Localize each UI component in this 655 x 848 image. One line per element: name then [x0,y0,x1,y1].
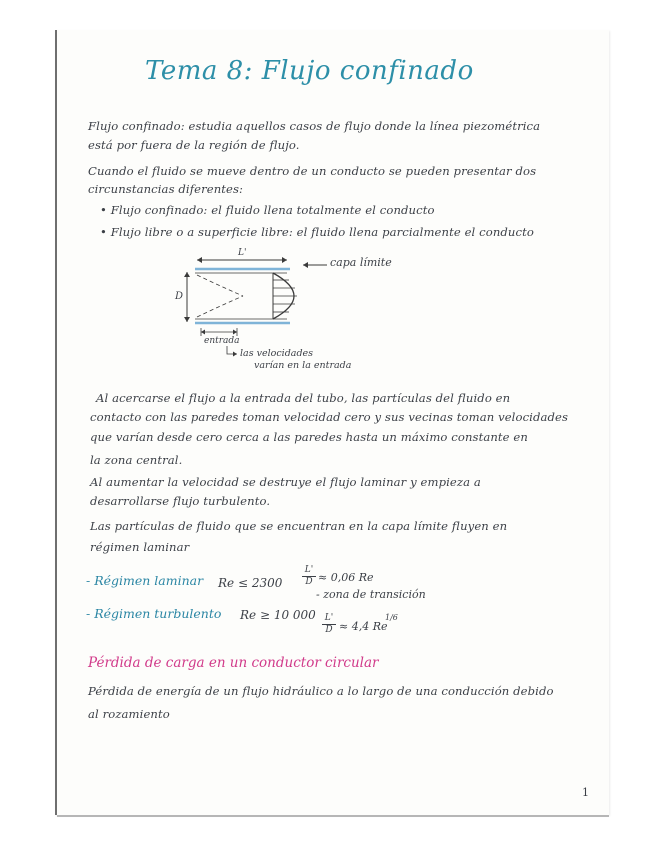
intro-line-4: circunstancias diferentes: [88,182,244,196]
label-velocidades-1: las velocidades [240,348,314,359]
laminar-fraction: L' D [302,566,316,587]
regimen-turbulento-re: Re ≥ 10 000 [240,608,316,622]
section-line-1: Pérdida de energía de un flujo hidráulico a lo largo de una conducción debido [88,684,554,698]
zona-transicion: - zona de transición [316,588,426,601]
para2-line-4: la zona central. [90,453,183,467]
label-entrada: entrada [204,336,240,346]
para2-line-2: contacto con las paredes toman velocidad cero y sus vecinas toman velocidades [90,410,569,424]
section-line-2: al rozamiento [88,707,170,721]
boundary-layer-top [197,275,243,296]
intro-line-3: Cuando el fluido se mueve dentro de un conducto se pueden presentar dos [88,164,537,178]
turbulento-fraction: L' D [322,614,336,635]
para2-line-3: que varían desde cero cerca a las paredes hasta un máximo constante en [90,430,528,444]
para2-line-8: régimen laminar [90,540,190,554]
intro-line-2: está por fuera de la región de flujo. [88,138,300,152]
intro-line-1: Flujo confinado: estudia aquellos casos de flujo donde la línea piezométrica [88,119,541,133]
label-L-prime: L' [238,248,247,258]
turbulento-formula: ≈ 4,4 Re [339,620,388,633]
label-capa-limite: capa límite [330,256,392,269]
regimen-turbulento-label: - Régimen turbulento [86,606,222,621]
laminar-formula: ≈ 0,06 Re [318,571,374,584]
section-heading-perdida-de-carga: Pérdida de carga en un conductor circular [88,655,379,671]
bullet-flujo-libre: • Flujo libre o a superficie libre: el fluido llena parcialmente el conducto [100,225,534,239]
length-arrow-right [282,257,287,263]
regimen-laminar-label: - Régimen laminar [86,573,204,588]
boundary-layer-bottom [197,296,243,317]
label-D: D [175,291,184,302]
label-velocidades-2: varían en la entrada [254,360,352,371]
para2-line-5: Al aumentar la velocidad se destruye el flujo laminar y empieza a [90,475,481,489]
page-number: 1 [582,786,589,799]
para2-line-7: Las partículas de fluido que se encuentran en la capa límite fluyen en [90,519,508,533]
length-arrow-left [197,257,202,263]
para2-line-6: desarrollarse flujo turbulento. [90,494,271,508]
regimen-laminar-re: Re ≤ 2300 [218,576,283,590]
velocidades-pointer [227,346,237,354]
para2-line-1: Al acercarse el flujo a la entrada del tubo, las partículas del fluido en [96,391,511,405]
bullet-flujo-confinado: • Flujo confinado: el fluido llena totalmente el conducto [100,203,435,217]
turbulento-exponent: 1/6 [385,613,398,622]
page-title: Tema 8: Flujo confinado [145,56,474,86]
